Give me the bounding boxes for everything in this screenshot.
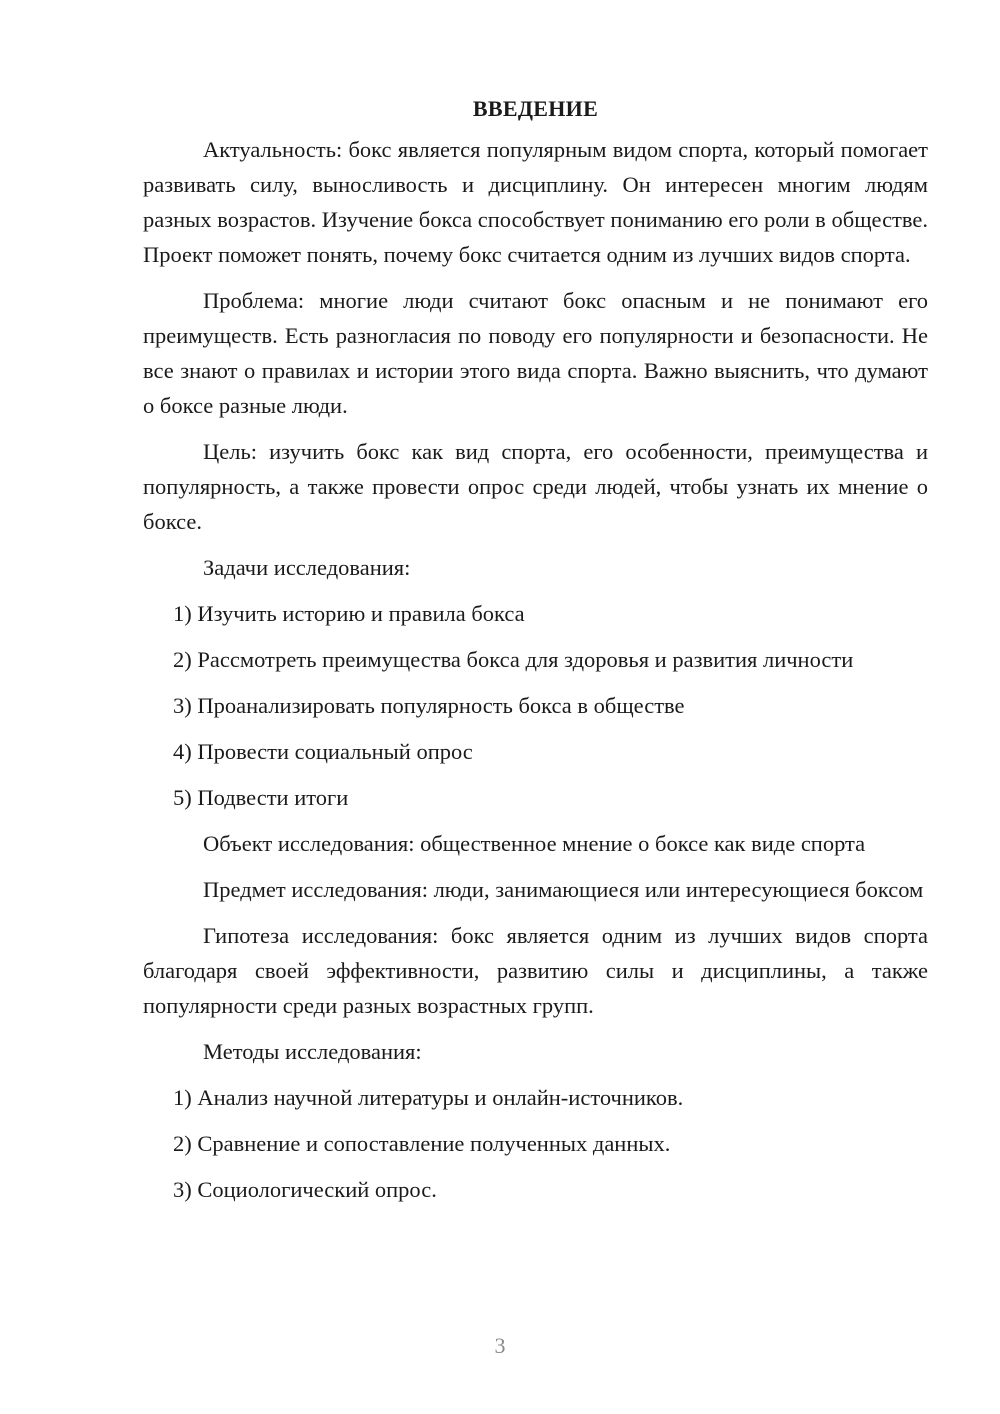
list-item: 3) Социологический опрос. — [173, 1177, 437, 1202]
relevance-paragraph: Актуальность: бокс является популярным видом спорта, который помогает развивать силу, выносливость и дисциплину. Он интересен многим людям разных возрастов. Изучение бокса способствует пониманию его роли в обществе. Проект поможет понять, почему бокс считается одним из лучших видов спорта. — [143, 137, 928, 267]
page-number: 3 — [494, 1333, 506, 1358]
list-item: 3) Проанализировать популярность бокса в обществе — [173, 693, 685, 718]
subject-paragraph: Предмет исследования: люди, занимающиеся или интересующиеся боксом — [203, 877, 924, 902]
object-paragraph: Объект исследования: общественное мнение о боксе как виде спорта — [203, 831, 866, 856]
list-item: 4) Провести социальный опрос — [173, 739, 473, 764]
list-item: 2) Рассмотреть преимущества бокса для здоровья и развития личности — [173, 647, 854, 672]
tasks-list — [143, 596, 928, 815]
problem-paragraph: Проблема: многие люди считают бокс опасным и не понимают его преимуществ. Есть разногласия по поводу его популярности и безопасности. Не все знают о правилах и истории этого вида спорта. Важно выяснить, что думают о боксе разные люди. — [143, 288, 928, 418]
section-title: ВВЕДЕНИЕ — [472, 96, 599, 121]
goal-paragraph: Цель: изучить бокс как вид спорта, его особенности, преимущества и популярность, а также провести опрос среди людей, чтобы узнать их мнение о боксе. — [143, 439, 928, 534]
tasks-heading: Задачи исследования: — [203, 555, 411, 580]
methods-list — [143, 1080, 928, 1207]
document-page — [143, 92, 928, 1218]
methods-heading: Методы исследования: — [203, 1039, 422, 1064]
list-item: 1) Изучить историю и правила бокса — [173, 601, 525, 626]
hypothesis-paragraph: Гипотеза исследования: бокс является одним из лучших видов спорта благодаря своей эффективности, развитию силы и дисциплины, а также популярности среди разных возрастных групп. — [143, 923, 928, 1018]
list-item: 5) Подвести итоги — [173, 785, 349, 810]
list-item: 1) Анализ научной литературы и онлайн-источников. — [173, 1085, 684, 1110]
list-item: 2) Сравнение и сопоставление полученных данных. — [173, 1131, 671, 1156]
